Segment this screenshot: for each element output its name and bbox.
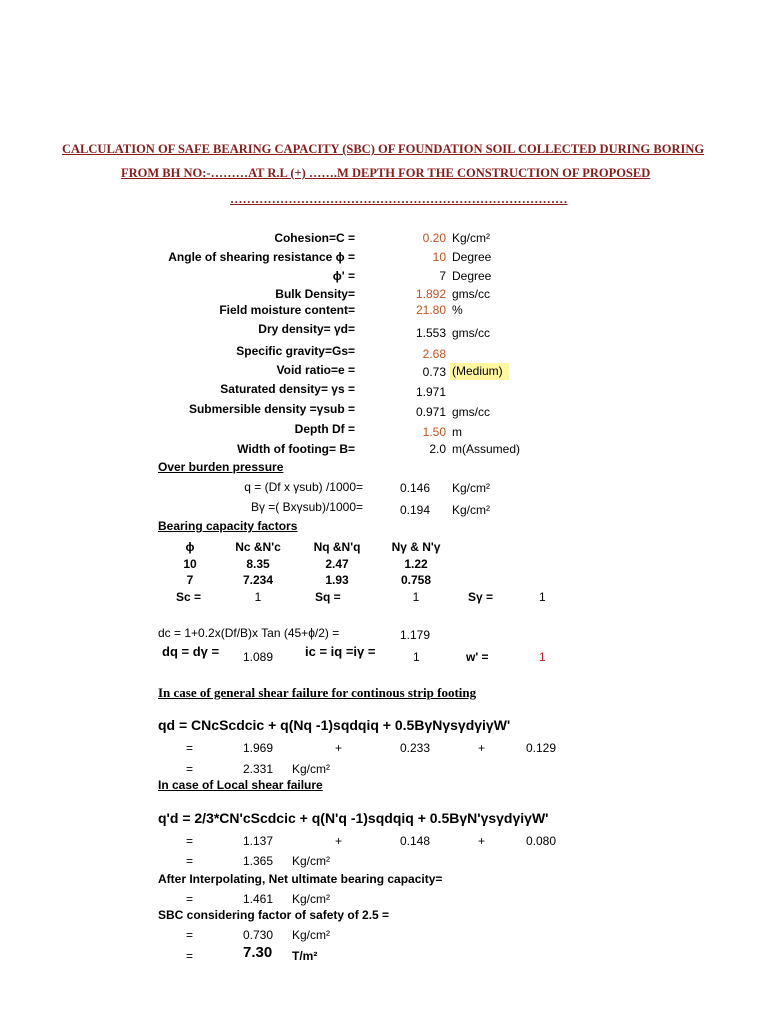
local-row2-eq: =	[186, 854, 194, 868]
param-value: 1.553	[415, 326, 446, 340]
param-unit: m	[452, 425, 462, 439]
dq-label: dq = dγ =	[162, 644, 220, 659]
local-result-unit: Kg/cm²	[292, 854, 331, 868]
param-value: 10	[432, 250, 446, 264]
local-term-3: 0.080	[526, 834, 557, 848]
param-unit: gms/cc	[452, 287, 491, 301]
param-label: Saturated density= γs =	[220, 382, 355, 396]
shape-sg-value: 1	[539, 590, 546, 604]
param-label: Depth Df =	[294, 422, 355, 436]
general-row2-eq: =	[186, 762, 194, 776]
overburden-q-unit: Kg/cm²	[452, 481, 491, 495]
bcf-cell: 1.22	[404, 557, 428, 571]
param-value: 1.892	[415, 287, 446, 301]
overburden-b-unit: Kg/cm²	[452, 503, 491, 517]
param-unit: gms/cc	[452, 405, 491, 419]
param-unit: gms/cc	[452, 326, 491, 340]
sbc-label: SBC considering factor of safety of 2.5 =	[158, 908, 390, 922]
bcf-heading: Bearing capacity factors	[158, 519, 298, 533]
param-unit: m(Assumed)	[452, 442, 521, 456]
ic-label: ic = iq =iγ =	[305, 644, 376, 659]
general-result-unit: Kg/cm²	[292, 762, 331, 776]
bcf-cell: 8.35	[246, 557, 270, 571]
sbc-row1-eq: =	[186, 928, 194, 942]
param-label: Void ratio=e =	[276, 363, 355, 377]
param-value: 0.73	[422, 365, 446, 379]
title-line-3: ………………………………………………………………………	[230, 192, 568, 206]
param-label: Specific gravity=Gs=	[236, 344, 355, 358]
bcf-cell: 7.234	[242, 573, 274, 587]
general-term-3: 0.129	[526, 741, 557, 755]
overburden-q-label: q = (Df x γsub) /1000=	[244, 480, 363, 494]
param-unit: Kg/cm²	[452, 231, 491, 245]
param-label: Dry density= γd=	[258, 322, 355, 336]
sbc-row2-eq: =	[186, 949, 194, 963]
param-value: 21.80	[415, 303, 446, 317]
param-value: 2.0	[429, 442, 446, 456]
shape-sc-label: Sc =	[176, 590, 202, 604]
param-unit: Degree	[452, 269, 492, 283]
param-label: Bulk Density=	[275, 287, 355, 301]
local-plus-2: +	[478, 834, 486, 848]
local-row1-eq: =	[186, 834, 194, 848]
local-shear-formula: q'd = 2/3*CN'cScdcic + q(N'q -1)sqdqiq + 0.5BγN'γsγdγiγW'	[158, 810, 549, 826]
sbc-kgcm2-value: 0.730	[243, 928, 274, 942]
param-label: Width of footing= B=	[237, 442, 355, 456]
overburden-q-value: 0.146	[400, 481, 431, 495]
shape-sq-value: 1	[412, 590, 420, 604]
general-term-2: 0.233	[400, 741, 431, 755]
param-value: 1.50	[422, 425, 446, 439]
param-value: 0.20	[422, 231, 446, 245]
param-label: Cohesion=C =	[274, 231, 355, 245]
local-result: 1.365	[243, 854, 274, 868]
general-shear-heading: In case of general shear failure for continous strip footing	[158, 685, 477, 700]
param-value: 2.68	[422, 347, 446, 361]
bcf-cell: 7	[186, 573, 194, 587]
bcf-cell: 10	[183, 557, 197, 571]
overburden-heading: Over burden pressure	[158, 460, 284, 474]
sbc-kgcm2-unit: Kg/cm²	[292, 928, 331, 942]
interp-value: 1.461	[243, 892, 274, 906]
w-label: w' =	[466, 650, 489, 664]
ic-value: 1	[413, 650, 420, 664]
w-value: 1	[539, 650, 546, 664]
overburden-b-label: Bγ =( Bxγsub)/1000=	[250, 500, 363, 514]
param-value: 0.971	[415, 405, 446, 419]
bcf-header: Nc &N'c	[235, 540, 281, 554]
local-plus-1: +	[335, 834, 343, 848]
bcf-header: ϕ	[185, 540, 195, 554]
title-line-2: FROM BH NO:-………AT R.L (+) …….M DEPTH FOR THE CONSTRUCTION OF PROPOSED	[121, 166, 651, 180]
local-term-2: 0.148	[400, 834, 431, 848]
param-unit: %	[452, 303, 463, 317]
param-value: 7	[439, 269, 446, 283]
param-label: ϕ' =	[332, 269, 355, 283]
param-label: Angle of shearing resistance ϕ =	[168, 250, 355, 264]
param-unit: Degree	[452, 250, 492, 264]
local-term-1: 1.137	[243, 834, 274, 848]
bcf-cell: 1.93	[325, 573, 349, 587]
general-term-1: 1.969	[243, 741, 274, 755]
shape-sq-label: Sq =	[315, 590, 341, 604]
bcf-header: Nq &N'q	[313, 540, 361, 554]
param-label: Field moisture content=	[219, 303, 355, 317]
shape-sc-value: 1	[254, 590, 262, 604]
sbc-tm2-unit: T/m²	[292, 949, 318, 963]
overburden-b-value: 0.194	[400, 503, 431, 517]
sbc-tm2-value: 7.30	[243, 944, 273, 961]
shape-sg-label: Sγ =	[468, 590, 494, 604]
dc-formula: dc = 1+0.2x(Df/B)x Tan (45+ϕ/2) =	[158, 626, 340, 640]
interp-label: After Interpolating, Net ultimate bearing capacity=	[158, 872, 443, 886]
general-row1-eq: =	[186, 741, 194, 755]
general-result: 2.331	[243, 762, 274, 776]
param-label: Submersible density =γsub =	[188, 402, 355, 416]
void-ratio-class-badge: (Medium)	[450, 363, 509, 380]
dq-value: 1.089	[243, 650, 274, 664]
dc-value: 1.179	[400, 628, 431, 642]
bcf-header: Nγ & N'γ	[391, 540, 441, 554]
general-plus-2: +	[478, 741, 486, 755]
interp-unit: Kg/cm²	[292, 892, 331, 906]
bcf-cell: 2.47	[325, 557, 349, 571]
general-shear-formula: qd = CNcScdcic + q(Nq -1)sqdqiq + 0.5BγNγsγdγiγW'	[158, 717, 511, 733]
general-plus-1: +	[335, 741, 343, 755]
interp-eq: =	[186, 892, 194, 906]
local-shear-heading: In case of Local shear failure	[158, 778, 323, 792]
bcf-cell: 0.758	[400, 573, 432, 587]
title-line-1: CALCULATION OF SAFE BEARING CAPACITY (SBC) OF FOUNDATION SOIL COLLECTED DURING BORING	[62, 142, 705, 156]
param-value: 1.971	[415, 385, 446, 399]
